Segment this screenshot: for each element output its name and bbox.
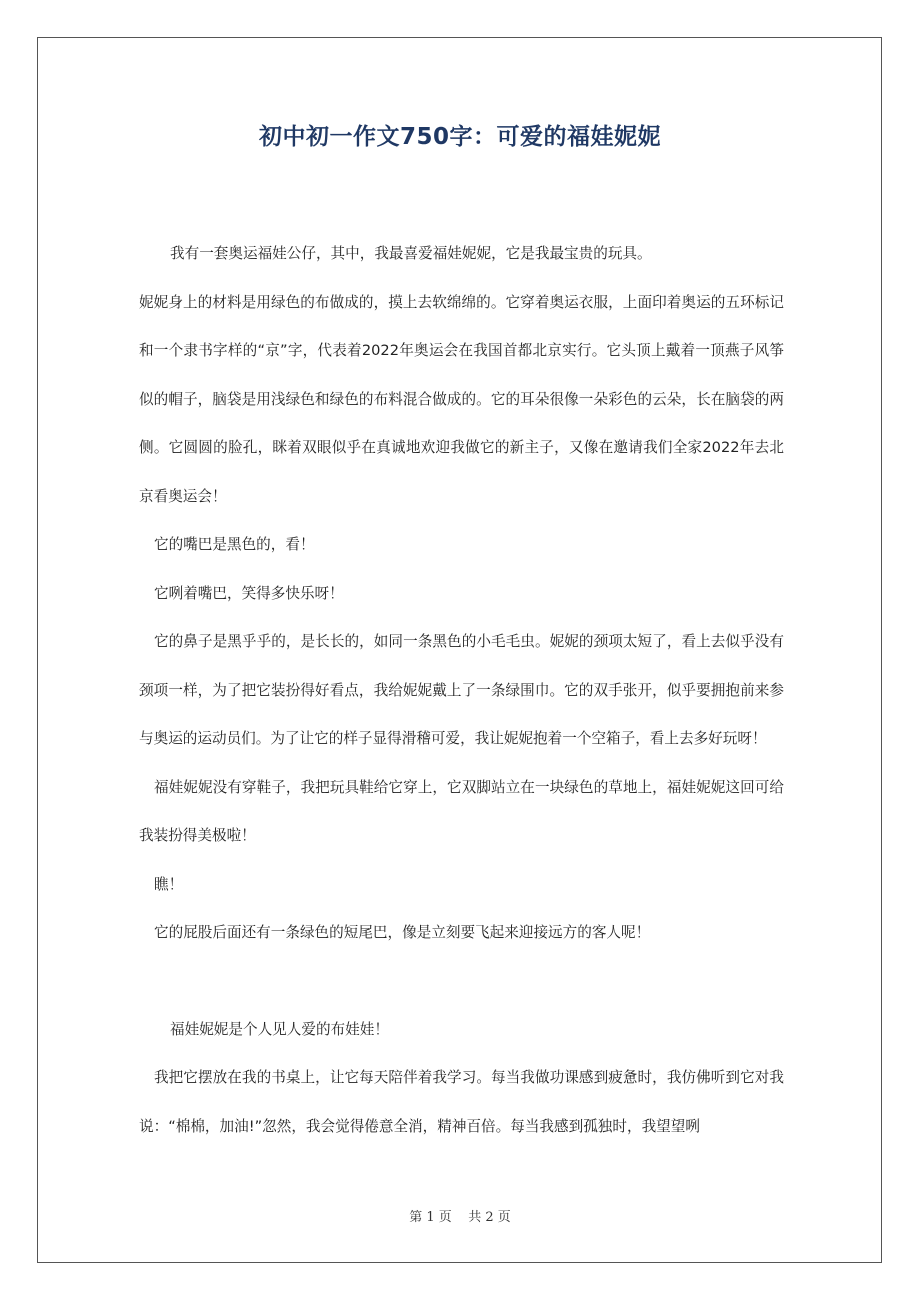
paragraph-tail: 它的屁股后面还有一条绿色的短尾巴，像是立刻要飞起来迎接远方的客人呢！ <box>154 924 651 941</box>
paragraph-shoes: 福娃妮妮没有穿鞋子，我把玩具鞋给它穿上，它双脚站立在一块绿色的草地上，福娃妮妮这回可给我装扮得美极啦！ <box>139 778 784 844</box>
paragraph-beloved: 福娃妮妮是个人见人爱的布娃娃！ <box>170 1020 389 1038</box>
article-body <box>139 230 784 1151</box>
paragraph-nose: 它的鼻子是黑乎乎的，是长长的，如同一条黑色的小毛毛虫。妮妮的颈项太短了，看上去似乎没有颈项一样，为了把它装扮得好看点，我给妮妮戴上了一条绿围巾。它的双手张开，似乎要拥抱前来参与奥运的运动员们。为了让它的样子显得滑稽可爱，我让妮妮抱着一个空箱子，看上去多好玩呀！ <box>139 633 784 747</box>
page-total: 共 2 页 <box>468 1210 511 1225</box>
paragraph-desk: 我把它摆放在我的书桌上，让它每天陪伴着我学习。每当我做功课感到疲惫时，我仿佛听到它对我说：“棉棉，加油!”忽然，我会觉得倦意全消，精神百倍。每当我感到孤独时，我望望咧 <box>139 1069 784 1135</box>
page-number: 第 1 页 <box>409 1210 452 1225</box>
paragraph-description: 妮妮身上的材料是用绿色的布做成的，摸上去软绵绵的。它穿着奥运衣服，上面印着奥运的五环标记和一个隶书字样的“京”字，代表着2022年奥运会在我国首都北京实行。它头顶上戴着一顶燕子风筝似的帽子，脑袋是用浅绿色和绿色的布料混合做成的。它的耳朵很像一朵彩色的云朵，长在脑袋的两侧。它圆圆的脸孔，眯着双眼似乎在真诚地欢迎我做它的新主子，又像在邀请我们全家2022年去北京看奥运会！ <box>139 293 784 505</box>
paragraph-look: 瞧！ <box>154 875 184 893</box>
paragraph-smile: 它咧着嘴巴，笑得多快乐呀！ <box>154 584 344 602</box>
paragraph-mouth: 它的嘴巴是黑色的，看！ <box>154 536 315 553</box>
document-title: 初中初一作文750字：可爱的福娃妮妮 <box>258 124 661 150</box>
paragraph-intro: 我有一套奥运福娃公仔，其中，我最喜爱福娃妮妮，它是我最宝贵的玩具。 <box>170 245 652 262</box>
page-footer <box>0 1206 920 1225</box>
